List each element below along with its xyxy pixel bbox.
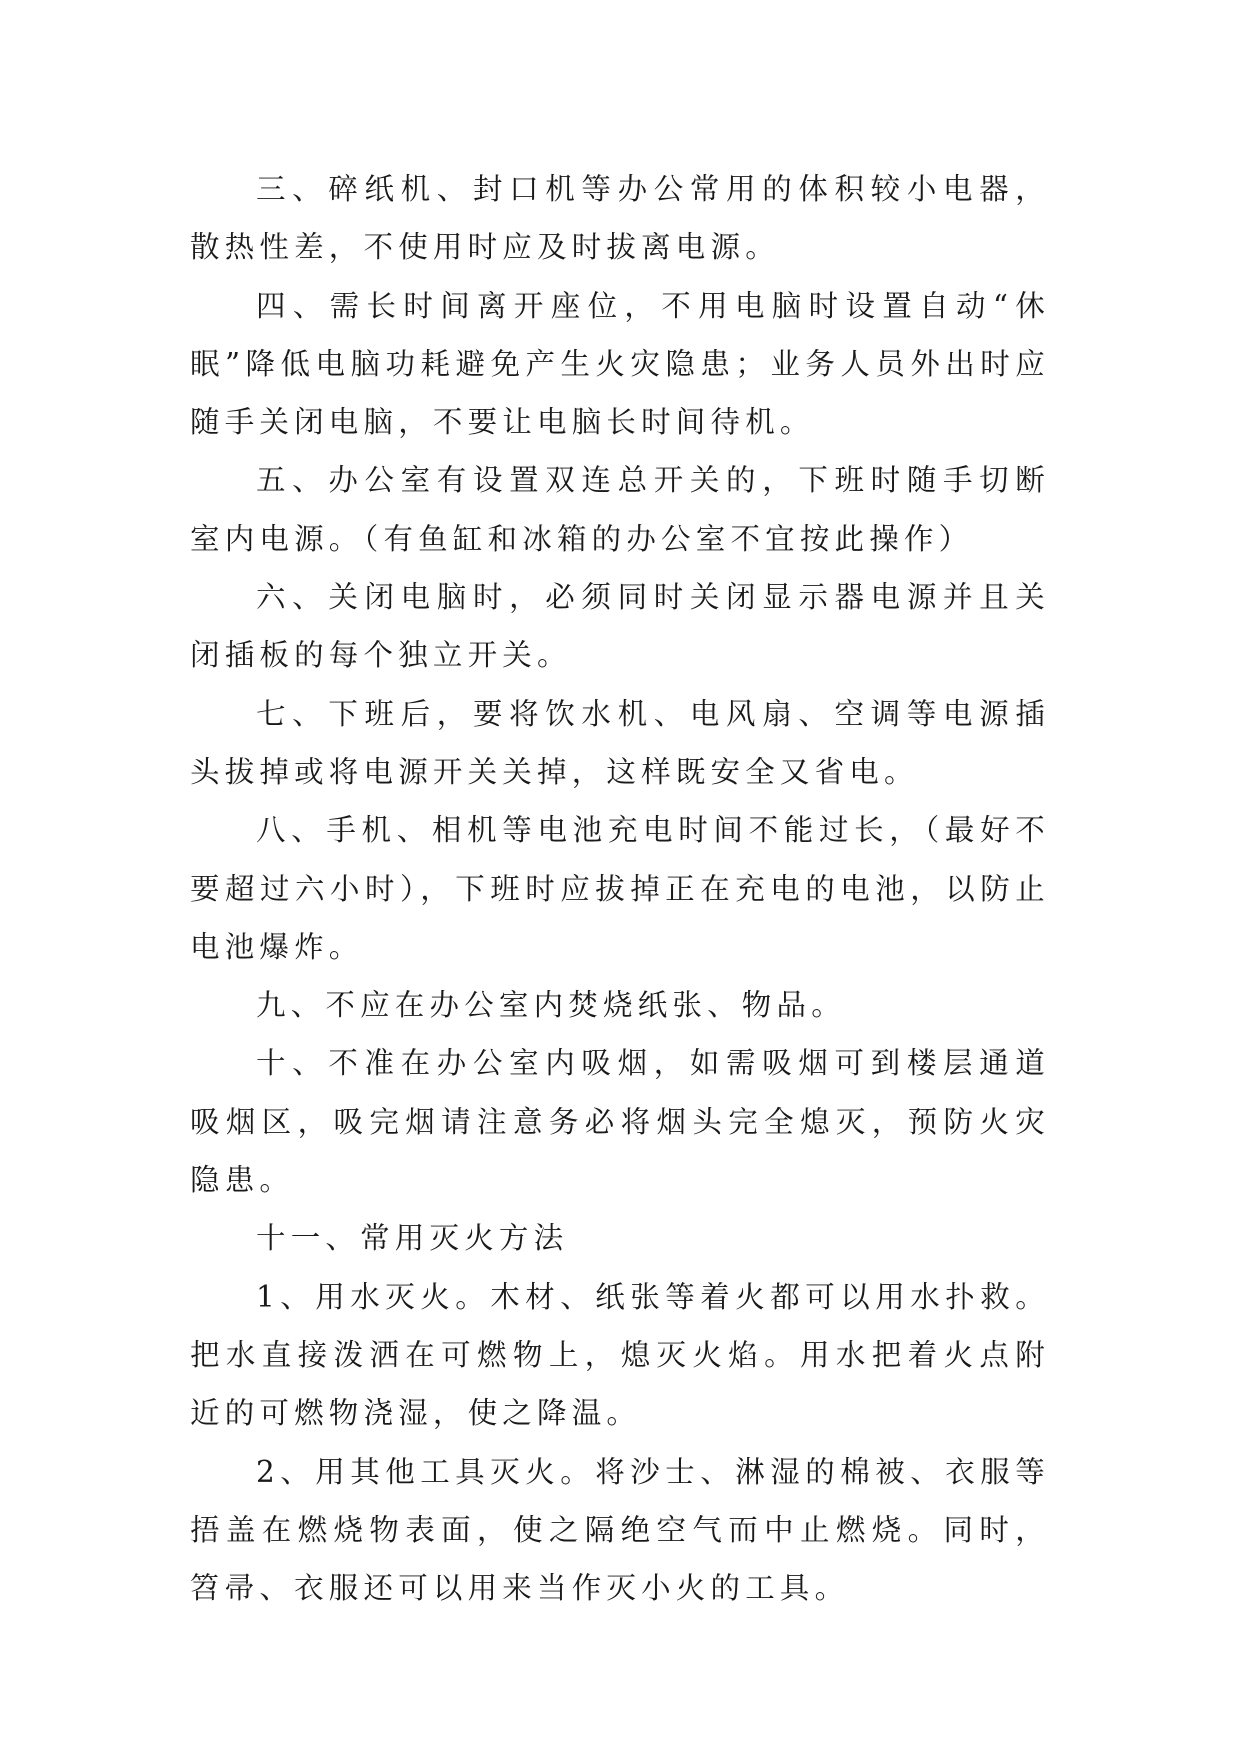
paragraph-5: 五、办公室有设置双连总开关的，下班时随手切断室内电源。（有鱼缸和冰箱的办公室不宜按此操作）: [190, 463, 1050, 556]
paragraph-7: 七、下班后，要将饮水机、电风扇、空调等电源插头拔掉或将电源开关关掉，这样既安全又省电。: [190, 696, 1050, 789]
method-1-water: 1、用水灭火。木材、纸张等着火都可以用水扑救。把水直接泼洒在可燃物上，熄灭火焰。用水把着火点附近的可燃物浇湿，使之降温。: [190, 1279, 1050, 1431]
paragraph-8: 八、手机、相机等电池充电时间不能过长，（最好不要超过六小时），下班时应拔掉正在充电的电池，以防止电池爆炸。: [190, 813, 1050, 964]
paragraph-9: 九、不应在办公室内焚烧纸张、物品。: [256, 988, 846, 1023]
section-heading-fire-methods: 十一、常用灭火方法: [256, 1221, 569, 1256]
paragraph-10: 十、不准在办公室内吸烟，如需吸烟可到楼层通道吸烟区，吸完烟请注意务必将烟头完全熄灭，预防火灾隐患。: [190, 1046, 1050, 1198]
paragraph-4: 四、需长时间离开座位，不用电脑时设置自动“休眠”降低电脑功耗避免产生火灾隐患；业务人员外出时应随手关闭电脑，不要让电脑长时间待机。: [190, 288, 1050, 440]
document-body: [190, 160, 1050, 1617]
method-2-tools: 2、用其他工具灭火。将沙士、淋湿的棉被、衣服等捂盖在燃烧物表面，使之隔绝空气而中止燃烧。同时，笤帚、衣服还可以用来当作灭小火的工具。: [190, 1454, 1050, 1606]
paragraph-6: 六、关闭电脑时，必须同时关闭显示器电源并且关闭插板的每个独立开关。: [190, 580, 1050, 673]
paragraph-3: 三、碎纸机、封口机等办公常用的体积较小电器，散热性差，不使用时应及时拔离电源。: [190, 172, 1050, 265]
